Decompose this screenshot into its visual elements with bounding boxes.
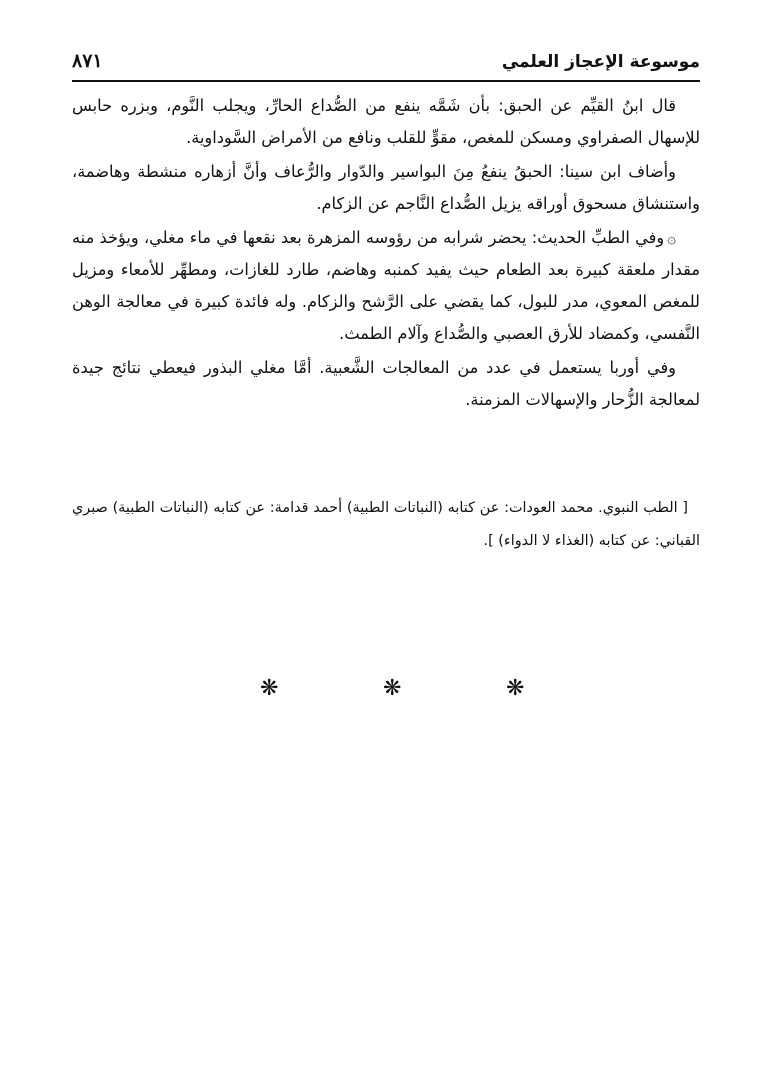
page-number: ٨٧١: [72, 50, 103, 72]
asterism-star-icon: ❋: [383, 676, 402, 701]
header-rule: [72, 80, 700, 82]
paragraph-ibn-qayyim: قال ابنُ القيِّم عن الحبق: بأن شَمَّه ينفع من الصُّداع الحارِّ، ويجلب النَّوم، وبزره حابس للإسهال الصفراوي ومسكن للمغص، مقوٍّ للقلب ونافع من الأمراض السَّوداوية.: [72, 96, 700, 147]
running-title: موسوعة الإعجاز العلمي: [501, 52, 700, 72]
paragraph-modern-medicine-text: وفي الطبِّ الحديث: يحضر شرابه من رؤوسه المزهرة بعد نقعها في ماء مغلي، ويؤخذ منه مقدار ملعقة كبيرة بعد الطعام حيث يفيد كمنبه وهاضم، طارد للغازات، ومطهِّر للأمعاء ومزيل للمغص المعوي، مدر للبول، كما يقضي على الرَّشح والزكام. وله فائدة كبيرة في معالجة الوهن النَّفسي، وكمضاد للأرق العصبي والصُّداع وآلام الطمث.: [72, 228, 700, 343]
asterism-star-icon: ❋: [506, 676, 525, 701]
body-text: [72, 90, 700, 418]
paragraph-modern-medicine: [72, 222, 700, 350]
flower-ornament-icon: ۞: [667, 229, 676, 247]
paragraph-ibn-sina: وأضاف ابن سينا: الحبقُ ينفعُ مِنَ البواسير والدّوار والرُّعاف وأنَّ أزهاره منشطة وهاضمة، واستنشاق مسحوق أوراقه يزيل الصُّداع النَّاجم عن الزكام.: [72, 162, 700, 213]
reference-note: [ الطب النبوي. محمد العودات: عن كتابه (النباتات الطبية) أحمد قدامة: عن كتابه (النباتات الطبية) صبري القباني: عن كتابه (الغذاء لا الدواء) ].: [72, 500, 700, 549]
asterism-star-icon: ❋: [260, 676, 279, 701]
section-separator: [200, 676, 580, 706]
paragraph-europe: وفي أوربا يستعمل في عدد من المعالجات الشَّعبية. أمَّا مغلي البذور فيعطي نتائج جيدة لمعالجة الزُّحار والإسهالات المزمنة.: [72, 358, 700, 409]
page-header: [72, 50, 700, 80]
